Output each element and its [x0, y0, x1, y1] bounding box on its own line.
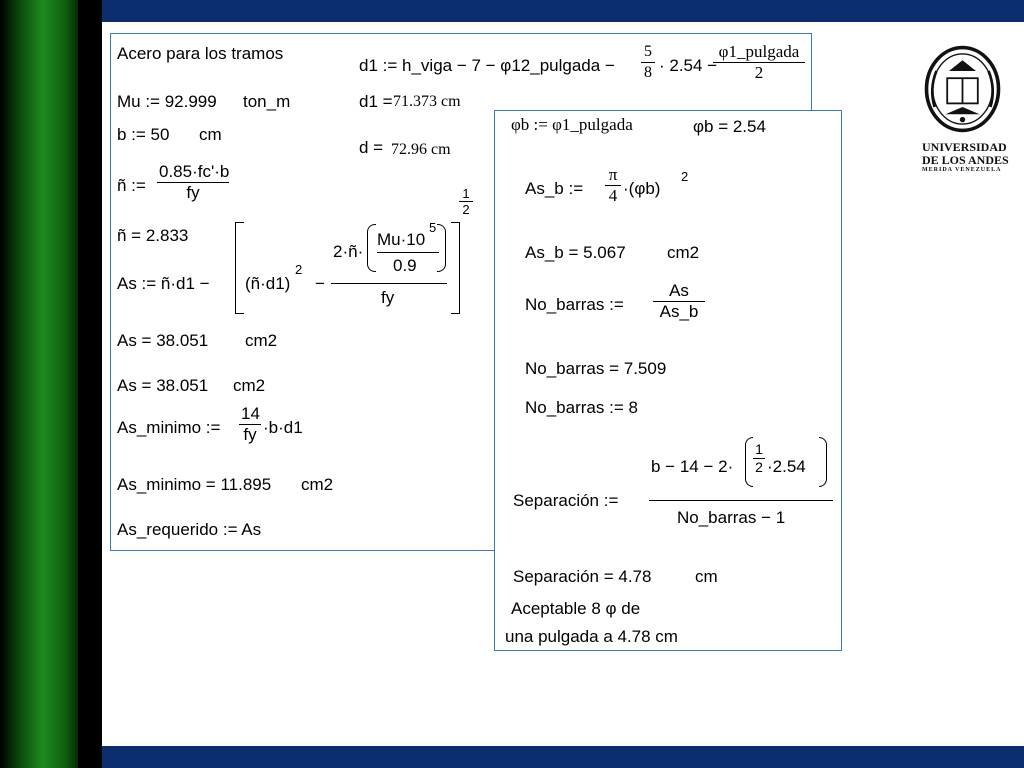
as-mu-denominator: 0.9	[393, 256, 417, 275]
as-value-1: As = 38.051	[117, 331, 209, 350]
nob-fraction: $\frac{As}{As\_b}$	[653, 281, 705, 322]
as-open-paren	[367, 224, 376, 272]
asb-label: As_b :=	[525, 179, 584, 198]
sep-half-tail: ·2.54	[767, 457, 806, 476]
sep-value: Separación = 4.78	[513, 567, 652, 586]
sep-label: Separación :=	[513, 491, 619, 510]
as-minus: −	[315, 274, 325, 293]
as-close-paren	[437, 224, 446, 272]
nob-label: No_barras :=	[525, 295, 624, 314]
as-denominator: fy	[381, 288, 395, 307]
as-label: As := ñ·d1 −	[117, 274, 210, 293]
bottom-blue-bar	[102, 746, 1024, 768]
n-fraction: $\frac{0.85\cdot fc'\cdot b}{fy}$	[159, 162, 230, 202]
logo-line-3: MERIDA VENEZUELA	[922, 167, 1002, 173]
asb-exponent: 2	[681, 169, 689, 184]
asmin-unit: cm2	[301, 475, 334, 494]
b-unit: cm	[199, 125, 222, 144]
sep-unit: cm	[695, 567, 718, 586]
asb-unit: cm2	[667, 243, 700, 262]
as-right-bracket	[451, 222, 460, 314]
as-unit-1: cm2	[245, 331, 278, 350]
n-label: ñ :=	[117, 176, 146, 195]
mu-unit: ton_m	[243, 92, 291, 111]
phib-value: φb = 2.54	[693, 117, 766, 136]
mu-definition: Mu := 92.999	[117, 92, 217, 111]
as-mu: Mu·10	[377, 230, 426, 249]
b-definition: b := 50	[117, 125, 170, 144]
asmin-label: As_minimo :=	[117, 418, 221, 437]
as-inner: (ñ·d1)	[245, 274, 291, 293]
d1-value: 71.373 cm	[393, 93, 461, 110]
logo-line-1: UNIVERSIDAD	[922, 140, 1007, 154]
d1-value-label: d1 =	[359, 92, 393, 111]
sep-fraction-line	[649, 500, 833, 501]
top-blue-bar	[102, 0, 1024, 22]
asb-fraction: $\frac{\pi}{4}$	[605, 165, 621, 206]
as-value-2: As = 38.051	[117, 376, 209, 395]
sep-open-paren	[745, 437, 753, 487]
as-unit-2: cm2	[233, 376, 266, 395]
university-seal-icon	[922, 38, 1012, 140]
d1-fraction: $\frac{5}{8}$	[641, 42, 655, 83]
as-fraction-line	[331, 283, 447, 284]
nob-assign: No_barras := 8	[525, 398, 638, 417]
asmin-tail: ·b·d1	[263, 418, 303, 437]
sep-denominator: No_barras − 1	[677, 508, 786, 527]
asb-value: As_b = 5.067	[525, 243, 626, 262]
sep-numerator-prefix: b − 14 − 2·	[651, 457, 734, 476]
as-requerido: As_requerido := As	[117, 520, 262, 539]
logo-line-2: DE LOS ANDES	[922, 153, 1009, 167]
d-value: 72.96 cm	[391, 141, 451, 158]
n-value: ñ = 2.833	[117, 226, 189, 245]
d1-definition: d1 := h_viga − 7 − φ12_pulgada −	[359, 56, 615, 75]
as-mu-line	[377, 252, 439, 253]
asmin-fraction: $\frac{14}{fy}$	[241, 404, 260, 444]
as-left-bracket	[235, 222, 244, 314]
left-black-stripe	[78, 0, 102, 768]
conclusion-line-2: una pulgada a 4.78 cm	[505, 627, 678, 646]
as-inner-exponent: 2	[295, 262, 303, 277]
d1-mid: · 2.54 −	[659, 56, 718, 75]
as-mu-exponent: 5	[429, 220, 437, 235]
sep-half-fraction: $\frac{1}{2}$	[753, 441, 765, 476]
as-outer-exponent: $\frac{1}{2}$	[459, 186, 473, 217]
nob-value: No_barras = 7.509	[525, 359, 667, 378]
right-calculation-panel	[494, 110, 842, 651]
asmin-value: As_minimo = 11.895	[117, 475, 272, 494]
d1-fraction-2: φ1_pulgada 2	[713, 42, 805, 83]
as-numerator-prefix: 2·ñ·	[333, 242, 364, 261]
sep-close-paren	[819, 437, 827, 487]
section-heading: Acero para los tramos	[117, 44, 284, 63]
d-label: d =	[359, 138, 384, 157]
left-green-stripe	[0, 0, 78, 768]
phib-definition: φb := φ1_pulgada	[511, 115, 633, 134]
conclusion-line-1: Aceptable 8 φ de	[511, 599, 641, 618]
asb-tail: ·(φb)	[623, 179, 661, 198]
